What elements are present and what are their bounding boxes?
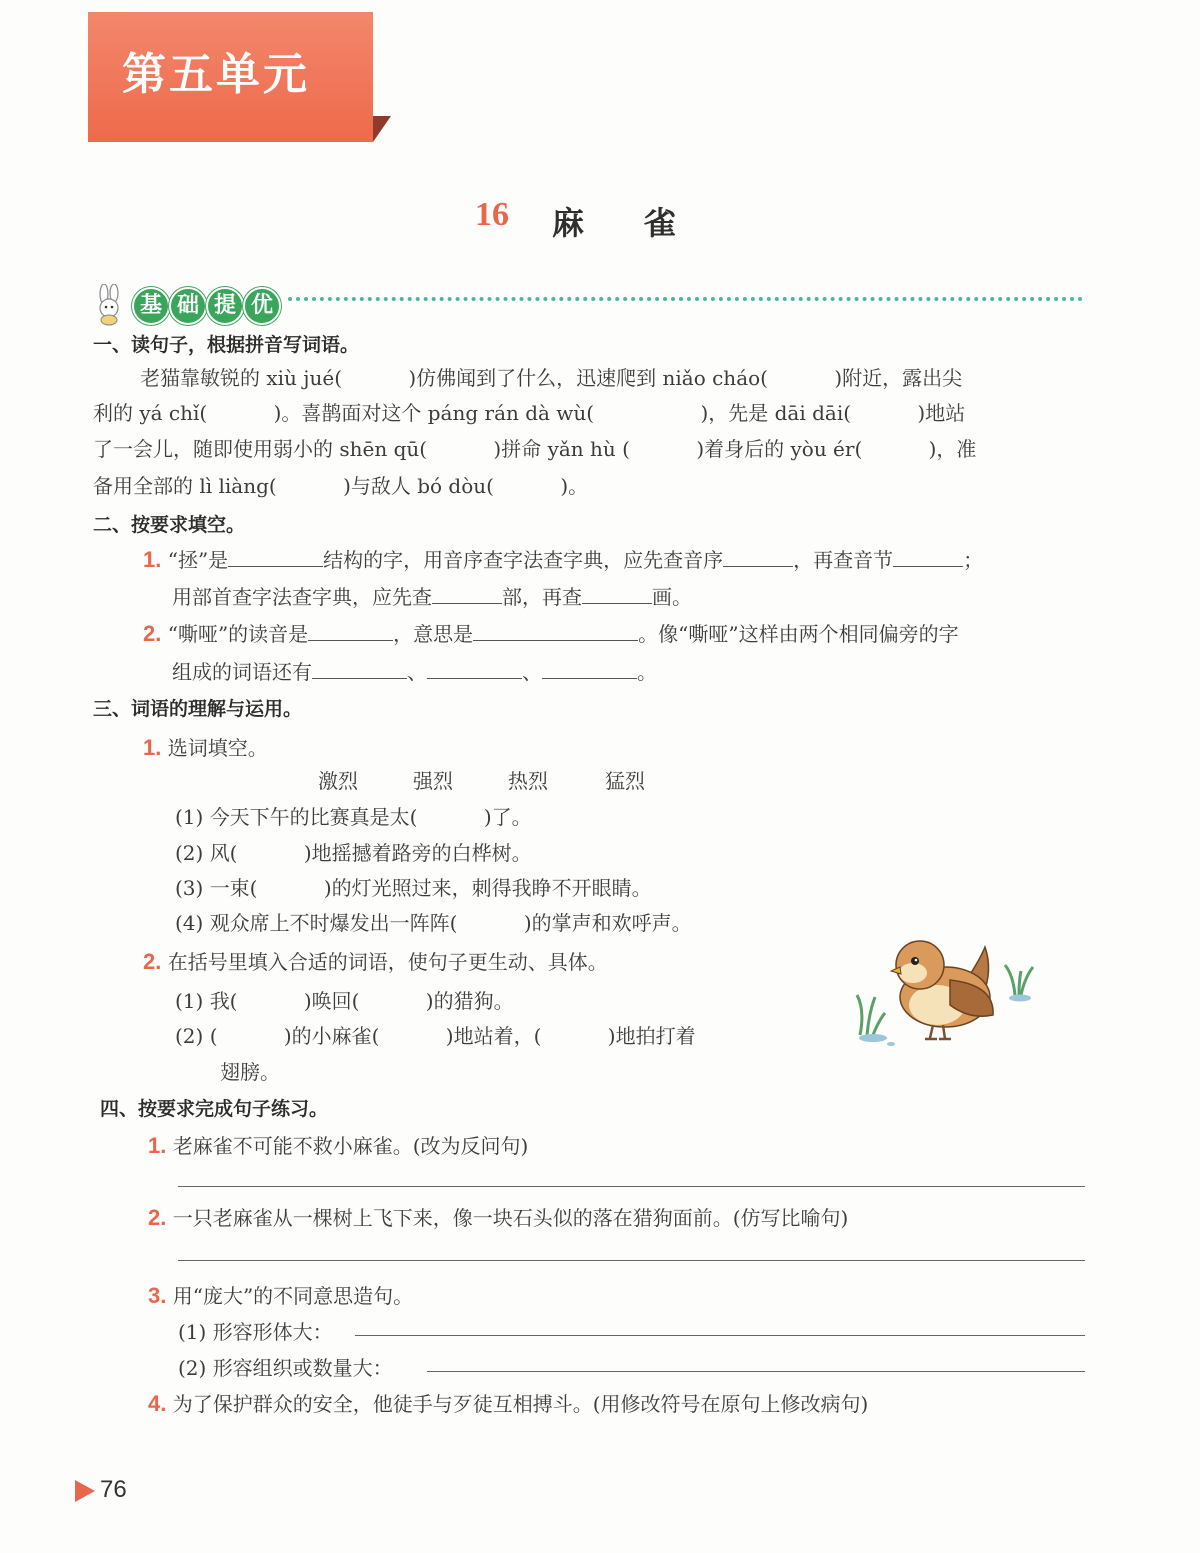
item-number: 3. [148,1283,167,1308]
section-divider [288,297,1083,301]
text: 组成的词语还有 [172,660,312,684]
text: 选词填空。 [167,736,268,760]
text: “嘶哑”的读音是 [167,622,309,646]
fill-sentence: (2) 风( )地摇撼着路旁的白桦树。 [175,841,532,865]
text: 部，再查 [502,585,582,609]
q4-item1 [148,1130,528,1159]
text: 用“庞大”的不同意思造句。 [172,1284,414,1308]
separator: 、 [407,660,427,684]
separator: 、 [522,660,542,684]
q1-line: 利的 yá chǐ( )。喜鹊面对这个 páng rán dà wù( )，先是 dāi dāi( )地站 [93,401,966,425]
sub-label: (2) 形容组织或数量大： [178,1356,393,1380]
fill-sentence: (4) 观众席上不时爆发出一阵阵( )的掌声和欢呼声。 [175,911,692,935]
word-choice: 激烈 [318,769,358,793]
badge-char: 础 [169,287,207,325]
text: 。 [637,660,657,684]
answer-blank[interactable] [432,583,502,604]
text: “拯”是 [167,548,229,572]
item-number: 4. [148,1391,167,1416]
sparrow-illustration [845,935,1040,1050]
q2-item1-line2 [172,581,692,610]
answer-blank[interactable] [312,658,407,679]
text: 为了保护群众的安全，他徒手与歹徒互相搏斗。(用修改符号在原句上修改病句) [172,1392,869,1416]
fill-sentence: (1) 我( )唤回( )的猎狗。 [175,989,514,1013]
answer-line[interactable] [427,1371,1085,1372]
q1-line: 备用全部的 lì liàng( )与敌人 bó dòu( )。 [93,474,589,498]
text: ； [963,548,984,572]
lesson-number: 16 [475,196,509,233]
word-choice: 强烈 [413,769,453,793]
text: ，再查音节 [793,548,894,572]
badge-char: 优 [243,287,281,325]
badge-char: 基 [132,287,170,325]
q2-heading: 二、按要求填空。 [93,514,246,536]
text: 。像“嘶哑”这样由两个相同偏旁的字 [638,622,959,646]
q4-item4 [148,1388,868,1417]
item-number: 2. [143,949,162,974]
fill-sentence: 翅膀。 [220,1060,280,1084]
text: 一只老麻雀从一棵树上飞下来，像一块石头似的落在猎狗面前。(仿写比喻句) [172,1206,849,1230]
word-choice: 热烈 [508,769,548,793]
fill-sentence: (2) ( )的小麻雀( )地站着，( )地拍打着 [175,1024,696,1048]
text: 结构的字，用音序查字法查字典，应先查音序 [323,548,724,572]
rabbit-icon [92,284,128,326]
answer-blank[interactable] [427,658,522,679]
q1-line: 了一会儿，随即使用弱小的 shēn qū( )拼命 yǎn hù ( )着身后的 yòu ér( )，准 [93,437,977,461]
unit-title: 第五单元 [122,49,310,100]
answer-blank[interactable] [723,546,793,567]
item-number: 1. [148,1133,167,1158]
text: 老麻雀不可能不救小麻雀。(改为反问句) [172,1134,529,1158]
answer-line[interactable] [355,1335,1085,1336]
item-number: 2. [143,621,162,646]
sub-label: (1) 形容形体大： [178,1320,333,1344]
word-choice: 猛烈 [605,769,645,793]
badge-char: 提 [206,287,244,325]
q4-heading: 四、按要求完成句子练习。 [100,1098,329,1120]
answer-line[interactable] [178,1260,1085,1261]
q4-item2 [148,1202,848,1231]
q1-line: 老猫靠敏锐的 xiù jué( )仿佛闻到了什么，迅速爬到 niǎo cháo( )附近，露出尖 [140,366,963,390]
text: 在括号里填入合适的词语，使句子更生动、具体。 [167,950,608,974]
answer-blank[interactable] [893,546,963,567]
q3-heading: 三、词语的理解与运用。 [93,698,303,720]
q3-item2 [143,946,608,975]
text: ，意思是 [393,622,474,646]
text: 用部首查字法查字典，应先查 [172,585,432,609]
item-number: 1. [143,547,162,572]
item-number: 2. [148,1205,167,1230]
page-arrow-icon [75,1480,95,1502]
q2-item2-line2 [172,656,657,685]
item-number: 1. [143,735,162,760]
q1-heading: 一、读句子，根据拼音写词语。 [93,334,360,356]
answer-blank[interactable] [308,620,393,641]
answer-blank[interactable] [542,658,637,679]
banner-fold [373,116,391,142]
lesson-title: 麻雀 [552,204,737,242]
answer-blank[interactable] [228,546,323,567]
page-number: 76 [100,1476,127,1503]
fill-sentence: (3) 一束( )的灯光照过来，刺得我睁不开眼睛。 [175,876,652,900]
answer-blank[interactable] [582,583,652,604]
answer-blank[interactable] [473,620,638,641]
q2-item1-line1 [143,544,983,573]
answer-line[interactable] [178,1186,1085,1187]
q3-item1 [143,732,268,761]
fill-sentence: (1) 今天下午的比赛真是太( )了。 [175,805,532,829]
q2-item2-line1 [143,618,959,647]
text: 画。 [652,585,692,609]
q4-item3 [148,1280,413,1309]
